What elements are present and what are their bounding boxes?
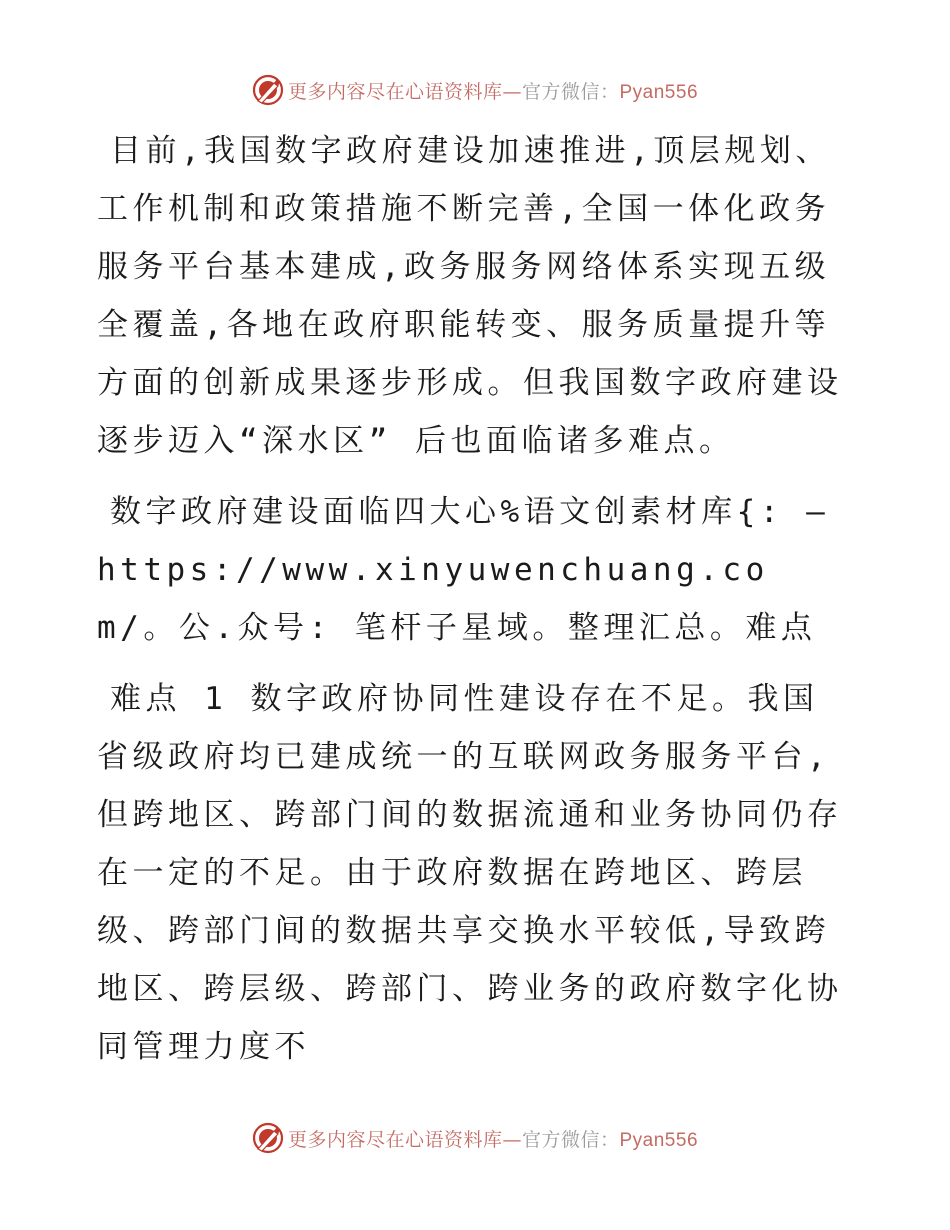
- document-body: [97, 122, 849, 1089]
- paragraph-1: 目前,我国数字政府建设加速推进,顶层规划、工作机制和政策措施不断完善,全国一体化政务服务平台基本建成,政务服务网络体系实现五级全覆盖,各地在政府职能转变、服务质量提升等方面的创新成果逐步形成。但我国数字政府建设逐步迈入“深水区” 后也面临诸多难点。: [97, 133, 843, 459]
- header-watermark-inner: [252, 74, 698, 106]
- watermark-main-text: 更多内容尽在心语资料库—: [287, 1128, 522, 1151]
- watermark-wechat-label: 官方微信：: [521, 80, 620, 103]
- watermark-text: [288, 77, 698, 104]
- footer-watermark-inner: [252, 1122, 698, 1154]
- pen-logo-icon: [252, 74, 284, 106]
- pen-logo-icon: [252, 1122, 284, 1154]
- header-watermark: [0, 73, 950, 107]
- watermark-wechat-label: 官方微信：: [521, 1128, 620, 1151]
- watermark-text: [288, 1125, 698, 1152]
- paragraph-3: 难点 1 数字政府协同性建设存在不足。我国省级政府均已建成统一的互联网政务服务平台,但跨地区、跨部门间的数据流通和业务协同仍存在一定的不足。由于政府数据在跨地区、跨层级、跨部门间的数据共享交换水平较低,导致跨地区、跨层级、跨部门、跨业务的政府数字化协同管理力度不: [97, 681, 843, 1065]
- watermark-main-text: 更多内容尽在心语资料库—: [287, 80, 522, 103]
- paragraph-2: 数字政府建设面临四大心%语文创素材库{: —https://www.xinyuwenchuang.com/。公.众号: 笔杆子星域。整理汇总。难点: [97, 494, 830, 646]
- watermark-wechat-id: Pyan556: [619, 81, 699, 103]
- watermark-wechat-id: Pyan556: [619, 1129, 699, 1151]
- footer-watermark: [0, 1121, 950, 1155]
